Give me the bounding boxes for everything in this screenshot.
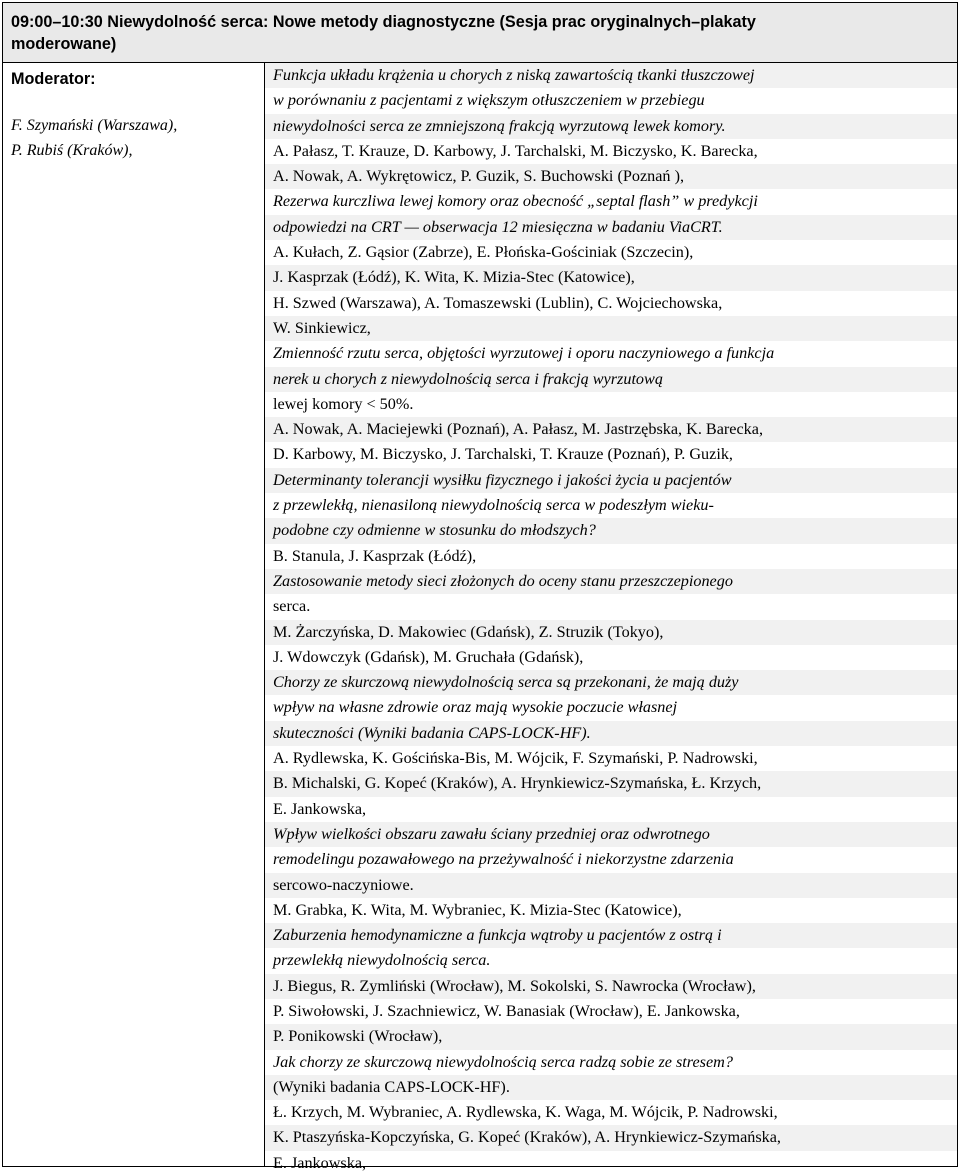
presentation-line: niewydolności serca ze zmniejszoną frakcją wyrzutową lewek komory. xyxy=(265,114,957,139)
presentation-line: (Wyniki badania CAPS-LOCK-HF). xyxy=(265,1075,957,1100)
presentation-line: K. Ptaszyńska-Kopczyńska, G. Kopeć (Kraków), A. Hrynkiewicz-Szymańska, xyxy=(265,1125,957,1150)
presentation-line: sercowo-naczyniowe. xyxy=(265,873,957,898)
presentation-line: skuteczności (Wyniki badania CAPS-LOCK-HF). xyxy=(265,721,957,746)
presentation-line: J. Biegus, R. Zymliński (Wrocław), M. Sokolski, S. Nawrocka (Wrocław), xyxy=(265,974,957,999)
presentation-line: M. Żarczyńska, D. Makowiec (Gdańsk), Z. Struzik (Tokyo), xyxy=(265,620,957,645)
presentation-line: A. Pałasz, T. Krauze, D. Karbowy, J. Tarchalski, M. Biczysko, K. Barecka, xyxy=(273,141,758,160)
presentation-line: Funkcja układu krążenia u chorych z niską zawartością tkanki tłuszczowej xyxy=(265,63,957,88)
presentation-line: P. Siwołowski, J. Szachniewicz, W. Banasiak (Wrocław), E. Jankowska, xyxy=(273,1001,740,1020)
presentation-line: Rezerwa kurczliwa lewej komory oraz obecność „septal flash” w predykcji xyxy=(273,192,758,211)
presentation-line: P. Ponikowski (Wrocław), xyxy=(265,1024,957,1049)
moderator-name-1: F. Szymański (Warszawa), xyxy=(11,117,178,134)
presentation-line: podobne czy odmienne w stosunku do młodszych? xyxy=(265,518,957,543)
presentation-line: Zmienność rzutu serca, objętości wyrzutowej i oporu naczyniowego a funkcja xyxy=(273,344,775,363)
presentation-lines xyxy=(265,63,957,1176)
presentation-line: z przewlekłą, nienasiloną niewydolnością serca w podeszłym wieku- xyxy=(273,496,714,515)
presentation-line: w porównaniu z pacjentami z większym otłuszczeniem w przebiegu xyxy=(273,91,705,110)
presentation-line: J. Kasprzak (Łódź), K. Wita, K. Mizia-Stec (Katowice), xyxy=(265,265,957,290)
presentation-line: A. Rydlewska, K. Gościńska-Bis, M. Wójcik, F. Szymański, P. Nadrowski, xyxy=(273,749,758,768)
presentation-line: E. Jankowska, xyxy=(273,799,367,818)
presentation-line: W. Sinkiewicz, xyxy=(265,316,957,341)
presentation-line: Jak chorzy ze skurczową niewydolnością serca radzą sobie ze stresem? xyxy=(273,1052,733,1071)
presentation-line: B. Michalski, G. Kopeć (Kraków), A. Hrynkiewicz-Szymańska, Ł. Krzych, xyxy=(265,771,957,796)
presentation-line: remodelingu pozawałowego na przeżywalność i niekorzystne zdarzenia xyxy=(273,850,734,869)
presentation-line: D. Karbowy, M. Biczysko, J. Tarchalski, T. Krauze (Poznań), P. Guzik, xyxy=(273,445,733,464)
presentation-line: Zastosowanie metody sieci złożonych do oceny stanu przeszczepionego xyxy=(265,569,957,594)
moderator-label: Moderator: xyxy=(11,70,96,88)
presentation-line: B. Stanula, J. Kasprzak (Łódź), xyxy=(273,546,477,565)
moderator-cell xyxy=(3,63,265,1166)
presentation-line: J. Wdowczyk (Gdańsk), M. Gruchała (Gdańsk), xyxy=(273,647,584,666)
presentation-line: A. Kułach, Z. Gąsior (Zabrze), E. Płońska-Gościniak (Szczecin), xyxy=(273,243,694,262)
presentation-line: A. Nowak, A. Wykrętowicz, P. Guzik, S. Buchowski (Poznań ), xyxy=(265,164,957,189)
presentation-line: Determinanty tolerancji wysiłku fizycznego i jakości życia u pacjentów xyxy=(265,468,957,493)
presentation-line: lewej komory < 50%. xyxy=(273,394,414,413)
presentation-line: odpowiedzi na CRT — obserwacja 12 miesięczna w badaniu ViaCRT. xyxy=(265,215,957,240)
moderator-name-2: P. Rubiś (Kraków), xyxy=(11,142,133,159)
session-header xyxy=(3,3,957,63)
presentation-line: A. Nowak, A. Maciejewki (Poznań), A. Pałasz, M. Jastrzębska, K. Barecka, xyxy=(265,417,957,442)
presentation-line: M. Grabka, K. Wita, M. Wybraniec, K. Mizia-Stec (Katowice), xyxy=(273,900,682,919)
presentation-line: E. Jankowska, xyxy=(273,1153,367,1172)
presentation-line: Chorzy ze skurczową niewydolnością serca są przekonani, że mają duży xyxy=(265,670,957,695)
presentation-line: nerek u chorych z niewydolnością serca i frakcją wyrzutową xyxy=(265,367,957,392)
presentation-line: Zaburzenia hemodynamiczne a funkcja wątroby u pacjentów z ostrą i xyxy=(265,923,957,948)
presentation-line: przewlekłą niewydolnością serca. xyxy=(273,951,491,970)
session-title-line-2: moderowane) xyxy=(11,35,117,53)
presentation-line: Ł. Krzych, M. Wybraniec, A. Rydlewska, K. Waga, M. Wójcik, P. Nadrowski, xyxy=(273,1103,778,1122)
presentations-cell xyxy=(265,63,957,1172)
presentation-line: H. Szwed (Warszawa), A. Tomaszewski (Lublin), C. Wojciechowska, xyxy=(273,293,723,312)
presentation-line: serca. xyxy=(273,597,311,616)
session-table xyxy=(2,2,958,1172)
presentation-line: wpływ na własne zdrowie oraz mają wysokie poczucie własnej xyxy=(273,698,678,717)
presentation-line: Wpływ wielkości obszaru zawału ściany przedniej oraz odwrotnego xyxy=(265,822,957,847)
session-title-line-1: 09:00–10:30 Niewydolność serca: Nowe metody diagnostyczne (Sesja prac oryginalnych–plakaty xyxy=(11,13,756,31)
